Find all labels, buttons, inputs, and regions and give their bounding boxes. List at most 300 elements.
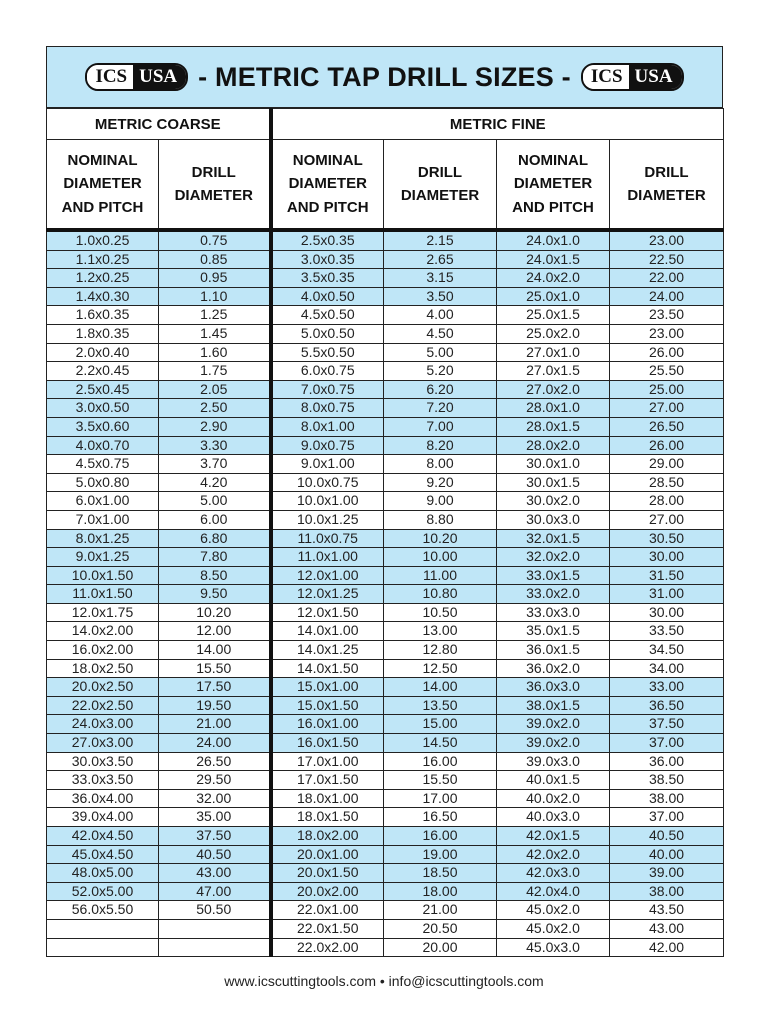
table-cell: 27.0x2.0 xyxy=(497,380,610,399)
table-cell: 12.0x1.75 xyxy=(47,603,159,622)
table-cell: 36.0x2.0 xyxy=(497,659,610,678)
table-cell: 24.0x3.00 xyxy=(47,715,159,734)
table-cell: 43.00 xyxy=(159,864,271,883)
table-cell: 2.15 xyxy=(384,230,497,250)
table-cell: 10.20 xyxy=(159,603,271,622)
table-row xyxy=(47,362,724,381)
table-row xyxy=(47,436,724,455)
table-cell: 2.05 xyxy=(159,380,271,399)
col-header-line: NOMINAL xyxy=(518,151,588,169)
table-row xyxy=(47,603,724,622)
table-cell: 1.2x0.25 xyxy=(47,269,159,288)
table-cell: 43.50 xyxy=(610,901,724,920)
table-cell: 30.0x1.0 xyxy=(497,455,610,474)
table-cell: 15.00 xyxy=(384,715,497,734)
table-cell: 42.00 xyxy=(610,938,724,957)
table-cell: 9.50 xyxy=(159,585,271,604)
table-cell: 38.50 xyxy=(610,771,724,790)
table-cell: 30.0x3.50 xyxy=(47,752,159,771)
table-row xyxy=(47,287,724,306)
table-row xyxy=(47,771,724,790)
table-cell: 26.00 xyxy=(610,436,724,455)
table-row xyxy=(47,752,724,771)
table-row xyxy=(47,864,724,883)
table-cell: 12.80 xyxy=(384,641,497,660)
table-cell: 5.20 xyxy=(384,362,497,381)
table-cell: 14.50 xyxy=(384,734,497,753)
table-cell: 24.00 xyxy=(610,287,724,306)
table-cell: 32.0x1.5 xyxy=(497,529,610,548)
table-cell: 1.45 xyxy=(159,324,271,343)
table-cell: 45.0x2.0 xyxy=(497,919,610,938)
table-cell: 7.20 xyxy=(384,399,497,418)
table-cell: 8.20 xyxy=(384,436,497,455)
table-row xyxy=(47,622,724,641)
table-cell: 18.0x1.50 xyxy=(271,808,384,827)
table-cell: 7.0x1.00 xyxy=(47,510,159,529)
table-cell: 28.0x1.0 xyxy=(497,399,610,418)
table-cell: 39.0x4.00 xyxy=(47,808,159,827)
table-cell: 12.50 xyxy=(384,659,497,678)
table-cell: 13.50 xyxy=(384,696,497,715)
table-cell: 30.00 xyxy=(610,603,724,622)
table-cell: 4.00 xyxy=(384,306,497,325)
table-cell: 30.00 xyxy=(610,548,724,567)
table-cell: 6.20 xyxy=(384,380,497,399)
table-cell: 3.0x0.50 xyxy=(47,399,159,418)
table-cell: 15.0x1.00 xyxy=(271,678,384,697)
ics-usa-logo xyxy=(581,63,684,91)
table-cell: 39.00 xyxy=(610,864,724,883)
col-header-line: DIAMETER xyxy=(174,187,253,204)
table-cell: 10.0x1.00 xyxy=(271,492,384,511)
table-cell: 15.0x1.50 xyxy=(271,696,384,715)
table-cell: 39.0x2.0 xyxy=(497,734,610,753)
table-cell: 34.00 xyxy=(610,659,724,678)
table-cell: 10.0x1.25 xyxy=(271,510,384,529)
table-cell: 10.50 xyxy=(384,603,497,622)
table-cell: 22.50 xyxy=(610,250,724,269)
table-row xyxy=(47,882,724,901)
table-cell: 30.50 xyxy=(610,529,724,548)
table-cell: 27.0x1.0 xyxy=(497,343,610,362)
table-row xyxy=(47,529,724,548)
table-cell: 20.0x2.50 xyxy=(47,678,159,697)
table-cell: 2.2x0.45 xyxy=(47,362,159,381)
table-cell: 10.0x1.50 xyxy=(47,566,159,585)
table-cell: 20.0x1.50 xyxy=(271,864,384,883)
table-cell: 37.50 xyxy=(610,715,724,734)
table-cell: 47.00 xyxy=(159,882,271,901)
table-cell: 20.50 xyxy=(384,919,497,938)
table-cell: 8.0x1.00 xyxy=(271,417,384,436)
table-row xyxy=(47,269,724,288)
table-row xyxy=(47,399,724,418)
table-cell: 32.0x2.0 xyxy=(497,548,610,567)
table-cell: 8.00 xyxy=(384,455,497,474)
table-cell: 32.00 xyxy=(159,789,271,808)
table-row xyxy=(47,659,724,678)
table-cell: 29.00 xyxy=(610,455,724,474)
table-cell: 9.0x1.25 xyxy=(47,548,159,567)
table-cell: 24.0x2.0 xyxy=(497,269,610,288)
logo-ics-text: ICS xyxy=(87,65,133,89)
col-header-drill xyxy=(384,140,497,231)
table-cell: 8.0x0.75 xyxy=(271,399,384,418)
table-cell: 4.5x0.75 xyxy=(47,455,159,474)
logo-usa-text: USA xyxy=(629,65,682,89)
table-cell: 1.75 xyxy=(159,362,271,381)
table-cell: 16.0x1.00 xyxy=(271,715,384,734)
col-header-line: DIAMETER xyxy=(513,175,593,193)
table-cell: 2.50 xyxy=(159,399,271,418)
table-cell: 1.60 xyxy=(159,343,271,362)
table-cell: 23.00 xyxy=(610,324,724,343)
table-cell: 7.80 xyxy=(159,548,271,567)
table-cell: 11.0x1.00 xyxy=(271,548,384,567)
table-cell: 1.6x0.35 xyxy=(47,306,159,325)
table-cell: 33.50 xyxy=(610,622,724,641)
table-cell: 17.00 xyxy=(384,789,497,808)
table-cell: 39.0x3.0 xyxy=(497,752,610,771)
table-cell: 5.5x0.50 xyxy=(271,343,384,362)
table-cell: 9.0x0.75 xyxy=(271,436,384,455)
table-cell: 30.0x2.0 xyxy=(497,492,610,511)
table-cell: 40.0x3.0 xyxy=(497,808,610,827)
table-row xyxy=(47,343,724,362)
table-cell: 19.00 xyxy=(384,845,497,864)
table-cell: 26.50 xyxy=(610,417,724,436)
table-cell: 14.00 xyxy=(384,678,497,697)
table-cell: 18.0x1.00 xyxy=(271,789,384,808)
table-cell: 42.0x1.5 xyxy=(497,827,610,846)
table-row xyxy=(47,324,724,343)
table-cell: 26.50 xyxy=(159,752,271,771)
drill-size-table xyxy=(46,108,724,957)
table-cell: 29.50 xyxy=(159,771,271,790)
table-cell: 10.20 xyxy=(384,529,497,548)
table-cell: 9.00 xyxy=(384,492,497,511)
table-cell: 36.0x4.00 xyxy=(47,789,159,808)
table-cell: 25.00 xyxy=(610,380,724,399)
group-header-fine: METRIC FINE xyxy=(271,109,724,140)
table-cell: 28.0x2.0 xyxy=(497,436,610,455)
table-cell: 24.00 xyxy=(159,734,271,753)
table-cell: 42.0x4.0 xyxy=(497,882,610,901)
footer-contact: www.icscuttingtools.com • info@icscuttingtools.com xyxy=(224,973,544,989)
group-header-coarse: METRIC COARSE xyxy=(47,109,271,140)
table-cell: 3.0x0.35 xyxy=(271,250,384,269)
table-cell: 5.0x0.50 xyxy=(271,324,384,343)
table-cell: 24.0x1.0 xyxy=(497,230,610,250)
table-cell: 19.50 xyxy=(159,696,271,715)
table-cell: 27.0x3.00 xyxy=(47,734,159,753)
table-cell: 23.50 xyxy=(610,306,724,325)
table-cell: 7.00 xyxy=(384,417,497,436)
table-cell: 25.50 xyxy=(610,362,724,381)
table-cell: 33.0x2.0 xyxy=(497,585,610,604)
table-cell: 4.0x0.50 xyxy=(271,287,384,306)
logo-usa-text: USA xyxy=(133,65,186,89)
table-cell: 11.0x0.75 xyxy=(271,529,384,548)
table-cell: 4.0x0.70 xyxy=(47,436,159,455)
table-row xyxy=(47,455,724,474)
table-cell: 33.0x1.5 xyxy=(497,566,610,585)
table-cell: 22.0x2.50 xyxy=(47,696,159,715)
table-cell: 16.00 xyxy=(384,827,497,846)
table-cell: 26.00 xyxy=(610,343,724,362)
table-cell: 1.0x0.25 xyxy=(47,230,159,250)
table-cell: 22.0x1.50 xyxy=(271,919,384,938)
table-row xyxy=(47,715,724,734)
table-cell: 56.0x5.50 xyxy=(47,901,159,920)
table-cell xyxy=(47,938,159,957)
table-row xyxy=(47,919,724,938)
table-cell: 2.65 xyxy=(384,250,497,269)
table-cell: 45.0x3.0 xyxy=(497,938,610,957)
table-cell: 35.0x1.5 xyxy=(497,622,610,641)
table-cell: 3.5x0.35 xyxy=(271,269,384,288)
table-cell: 28.00 xyxy=(610,492,724,511)
table-cell: 9.0x1.00 xyxy=(271,455,384,474)
table-cell: 12.00 xyxy=(159,622,271,641)
col-header-line: AND PITCH xyxy=(512,198,594,216)
table-cell: 12.0x1.50 xyxy=(271,603,384,622)
table-cell: 5.00 xyxy=(384,343,497,362)
table-row xyxy=(47,901,724,920)
table-cell: 6.80 xyxy=(159,529,271,548)
table-cell: 0.75 xyxy=(159,230,271,250)
table-cell: 22.00 xyxy=(610,269,724,288)
table-cell: 3.5x0.60 xyxy=(47,417,159,436)
table-cell: 36.0x3.0 xyxy=(497,678,610,697)
table-cell: 45.0x2.0 xyxy=(497,901,610,920)
table-cell: 40.0x1.5 xyxy=(497,771,610,790)
table-cell: 31.50 xyxy=(610,566,724,585)
table-row xyxy=(47,306,724,325)
table-cell: 0.85 xyxy=(159,250,271,269)
table-cell: 17.0x1.00 xyxy=(271,752,384,771)
table-cell: 31.00 xyxy=(610,585,724,604)
table-cell: 5.00 xyxy=(159,492,271,511)
col-header-line: NOMINAL xyxy=(67,151,138,169)
table-cell: 8.80 xyxy=(384,510,497,529)
table-cell: 1.1x0.25 xyxy=(47,250,159,269)
table-cell: 5.0x0.80 xyxy=(47,473,159,492)
table-cell: 14.0x1.50 xyxy=(271,659,384,678)
table-cell: 6.00 xyxy=(159,510,271,529)
table-cell: 14.0x1.00 xyxy=(271,622,384,641)
col-header-line: AND PITCH xyxy=(286,198,369,216)
table-cell: 50.50 xyxy=(159,901,271,920)
col-header-line: DIAMETER xyxy=(400,187,480,204)
table-cell: 45.0x4.50 xyxy=(47,845,159,864)
table-cell: 10.00 xyxy=(384,548,497,567)
table-cell: 37.00 xyxy=(610,734,724,753)
table-cell: 52.0x5.00 xyxy=(47,882,159,901)
table-cell: 30.0x1.5 xyxy=(497,473,610,492)
table-cell: 3.50 xyxy=(384,287,497,306)
tap-drill-sheet xyxy=(46,46,723,957)
table-cell: 23.00 xyxy=(610,230,724,250)
table-row xyxy=(47,230,724,250)
table-cell: 3.70 xyxy=(159,455,271,474)
col-header-line: DIAMETER xyxy=(288,175,367,193)
table-row xyxy=(47,548,724,567)
table-cell: 36.0x1.5 xyxy=(497,641,610,660)
table-cell: 15.50 xyxy=(384,771,497,790)
col-header-line: NOMINAL xyxy=(292,151,363,169)
table-row xyxy=(47,510,724,529)
table-cell: 34.50 xyxy=(610,641,724,660)
table-row xyxy=(47,492,724,511)
table-cell: 21.00 xyxy=(384,901,497,920)
table-row xyxy=(47,473,724,492)
table-cell: 20.0x1.00 xyxy=(271,845,384,864)
table-cell: 25.0x1.0 xyxy=(497,287,610,306)
table-cell: 38.00 xyxy=(610,789,724,808)
table-row xyxy=(47,417,724,436)
table-cell: 35.00 xyxy=(159,808,271,827)
table-cell: 37.00 xyxy=(610,808,724,827)
table-cell xyxy=(47,919,159,938)
table-cell: 37.50 xyxy=(159,827,271,846)
table-body xyxy=(47,230,724,957)
col-header-line: DRILL xyxy=(644,163,689,181)
table-cell: 1.25 xyxy=(159,306,271,325)
table-cell: 2.5x0.35 xyxy=(271,230,384,250)
table-row xyxy=(47,380,724,399)
table-cell: 27.00 xyxy=(610,510,724,529)
table-cell: 40.50 xyxy=(159,845,271,864)
logo-ics-text: ICS xyxy=(583,65,629,89)
table-cell: 48.0x5.00 xyxy=(47,864,159,883)
table-cell: 9.20 xyxy=(384,473,497,492)
table-cell: 30.0x3.0 xyxy=(497,510,610,529)
col-header-nominal xyxy=(47,140,159,231)
table-cell: 4.5x0.50 xyxy=(271,306,384,325)
table-cell: 43.00 xyxy=(610,919,724,938)
table-cell: 8.50 xyxy=(159,566,271,585)
table-row xyxy=(47,696,724,715)
table-row xyxy=(47,845,724,864)
col-header-line: DIAMETER xyxy=(63,175,142,193)
col-header-line: DIAMETER xyxy=(627,187,706,204)
table-cell: 28.50 xyxy=(610,473,724,492)
table-cell: 33.0x3.0 xyxy=(497,603,610,622)
col-header-line: AND PITCH xyxy=(61,198,144,216)
table-cell: 1.10 xyxy=(159,287,271,306)
table-row xyxy=(47,734,724,753)
table-cell: 4.20 xyxy=(159,473,271,492)
page-title: - METRIC TAP DRILL SIZES - xyxy=(198,61,571,92)
table-cell: 33.00 xyxy=(610,678,724,697)
col-header-nominal xyxy=(497,140,610,231)
table-cell: 6.0x1.00 xyxy=(47,492,159,511)
table-cell: 38.00 xyxy=(610,882,724,901)
table-row xyxy=(47,827,724,846)
table-cell: 8.0x1.25 xyxy=(47,529,159,548)
table-row xyxy=(47,938,724,957)
col-header-line: DRILL xyxy=(417,163,463,181)
table-cell: 14.0x2.00 xyxy=(47,622,159,641)
table-cell: 10.80 xyxy=(384,585,497,604)
table-cell: 28.0x1.5 xyxy=(497,417,610,436)
table-cell: 39.0x2.0 xyxy=(497,715,610,734)
table-cell: 25.0x2.0 xyxy=(497,324,610,343)
table-cell: 42.0x3.0 xyxy=(497,864,610,883)
table-cell: 3.30 xyxy=(159,436,271,455)
table-cell: 16.00 xyxy=(384,752,497,771)
table-cell: 11.0x1.50 xyxy=(47,585,159,604)
table-cell: 16.50 xyxy=(384,808,497,827)
col-header-drill xyxy=(610,140,724,231)
table-cell: 2.90 xyxy=(159,417,271,436)
table-cell: 4.50 xyxy=(384,324,497,343)
table-cell: 1.4x0.30 xyxy=(47,287,159,306)
table-row xyxy=(47,808,724,827)
table-cell: 25.0x1.5 xyxy=(497,306,610,325)
table-cell: 1.8x0.35 xyxy=(47,324,159,343)
table-cell: 24.0x1.5 xyxy=(497,250,610,269)
table-row xyxy=(47,789,724,808)
table-cell: 10.0x0.75 xyxy=(271,473,384,492)
table-cell: 2.5x0.45 xyxy=(47,380,159,399)
table-cell: 16.0x2.00 xyxy=(47,641,159,660)
col-header-nominal xyxy=(271,140,384,231)
table-cell: 12.0x1.25 xyxy=(271,585,384,604)
table-cell xyxy=(159,938,271,957)
table-cell: 27.00 xyxy=(610,399,724,418)
table-cell: 12.0x1.00 xyxy=(271,566,384,585)
table-cell: 3.15 xyxy=(384,269,497,288)
table-cell: 33.0x3.50 xyxy=(47,771,159,790)
table-cell: 42.0x2.0 xyxy=(497,845,610,864)
table-cell: 0.95 xyxy=(159,269,271,288)
table-cell: 16.0x1.50 xyxy=(271,734,384,753)
table-cell: 20.00 xyxy=(384,938,497,957)
table-cell: 20.0x2.00 xyxy=(271,882,384,901)
table-cell: 22.0x1.00 xyxy=(271,901,384,920)
col-header-line: DRILL xyxy=(191,163,236,181)
table-cell: 36.00 xyxy=(610,752,724,771)
table-cell: 14.00 xyxy=(159,641,271,660)
table-cell: 14.0x1.25 xyxy=(271,641,384,660)
table-cell: 15.50 xyxy=(159,659,271,678)
table-row xyxy=(47,641,724,660)
table-cell: 17.50 xyxy=(159,678,271,697)
table-cell: 40.0x2.0 xyxy=(497,789,610,808)
table-row xyxy=(47,566,724,585)
ics-usa-logo xyxy=(85,63,188,91)
table-cell: 40.50 xyxy=(610,827,724,846)
table-cell: 13.00 xyxy=(384,622,497,641)
table-cell: 17.0x1.50 xyxy=(271,771,384,790)
table-cell: 7.0x0.75 xyxy=(271,380,384,399)
table-cell: 36.50 xyxy=(610,696,724,715)
table-row xyxy=(47,585,724,604)
table-cell: 18.00 xyxy=(384,882,497,901)
table-cell: 27.0x1.5 xyxy=(497,362,610,381)
col-header-drill xyxy=(159,140,271,231)
table-cell: 6.0x0.75 xyxy=(271,362,384,381)
table-cell: 22.0x2.00 xyxy=(271,938,384,957)
table-cell: 18.50 xyxy=(384,864,497,883)
table-cell: 18.0x2.50 xyxy=(47,659,159,678)
table-cell: 2.0x0.40 xyxy=(47,343,159,362)
table-row xyxy=(47,678,724,697)
table-cell xyxy=(159,919,271,938)
